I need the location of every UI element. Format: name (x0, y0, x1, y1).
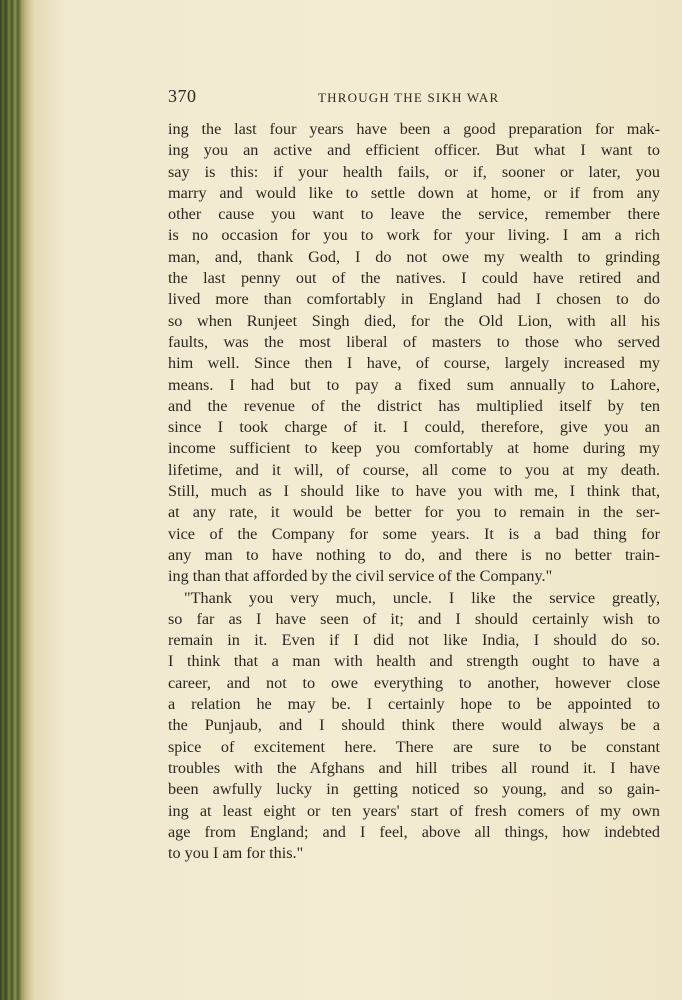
text-line: any man to have nothing to do, and there is no better train- (168, 545, 660, 564)
text-line: been awfully lucky in getting noticed so young, and so gain- (168, 780, 660, 799)
text-line: the last penny out of the natives. I could have retired and (168, 269, 660, 288)
text-line: a relation he may be. I certainly hope to be appointed to (168, 695, 660, 714)
text-line: lived more than comfortably in England had I chosen to do (168, 290, 660, 309)
text-line: income sufficient to keep you comfortably at home during my (168, 439, 660, 458)
text-line: is no occasion for you to work for your living. I am a rich (168, 226, 660, 245)
text-line: and the revenue of the district has multiplied itself by ten (168, 396, 660, 415)
text-line: say is this: if your health fails, or if, sooner or later, you (168, 162, 660, 181)
text-line: ing at least eight or ten years' start of fresh comers of my own (168, 801, 660, 820)
paragraph-end-line: ing than that afforded by the civil service of the Company." (168, 567, 553, 586)
paragraph-end-line: to you I am for this." (168, 844, 304, 863)
text-line: since I took charge of it. I could, therefore, give you an (168, 418, 660, 437)
text-line: the Punjaub, and I should think there would always be a (168, 716, 660, 735)
text-line: remain in it. Even if I did not like India, I should do so. (168, 631, 660, 650)
text-line: marry and would like to settle down at home, or if from any (168, 183, 660, 202)
text-line: so when Runjeet Singh died, for the Old Lion, with all his (168, 311, 660, 330)
text-line: I think that a man with health and strength ought to have a (168, 652, 660, 671)
body-text (168, 119, 660, 864)
page-header (168, 86, 660, 110)
text-line: ing the last four years have been a good preparation for mak- (168, 120, 660, 138)
text-line: age from England; and I feel, above all things, how indebted (168, 822, 660, 841)
text-line: man, and, thank God, I do not owe my wealth to grinding (168, 247, 660, 266)
book-spine-edge (0, 0, 36, 1000)
running-head: THROUGH THE SIKH WAR (318, 90, 500, 105)
text-line: him well. Since then I have, of course, largely increased my (168, 354, 660, 373)
text-line: at any rate, it would be better for you to remain in the ser- (168, 503, 660, 522)
text-line: vice of the Company for some years. It is a bad thing for (168, 524, 660, 543)
text-line: faults, was the most liberal of masters to those who served (168, 332, 660, 351)
text-line: lifetime, and it will, of course, all come to you at my death. (168, 460, 660, 479)
text-line: so far as I have seen of it; and I should certainly wish to (168, 609, 660, 628)
text-line: ing you an active and efficient officer. But what I want to (168, 141, 660, 160)
text-line: means. I had but to pay a fixed sum annually to Lahore, (168, 375, 660, 394)
text-line: other cause you want to leave the service, remember there (168, 205, 660, 224)
paragraph-first-line: "Thank you very much, uncle. I like the service greatly, (184, 588, 660, 607)
text-line: Still, much as I should like to have you with me, I think that, (168, 482, 660, 501)
text-line: spice of excitement here. There are sure to be constant (168, 737, 660, 756)
text-line: career, and not to owe everything to another, however close (168, 673, 660, 692)
text-line: troubles with the Afghans and hill tribes all round it. I have (168, 758, 660, 777)
page-number: 370 (168, 86, 197, 106)
